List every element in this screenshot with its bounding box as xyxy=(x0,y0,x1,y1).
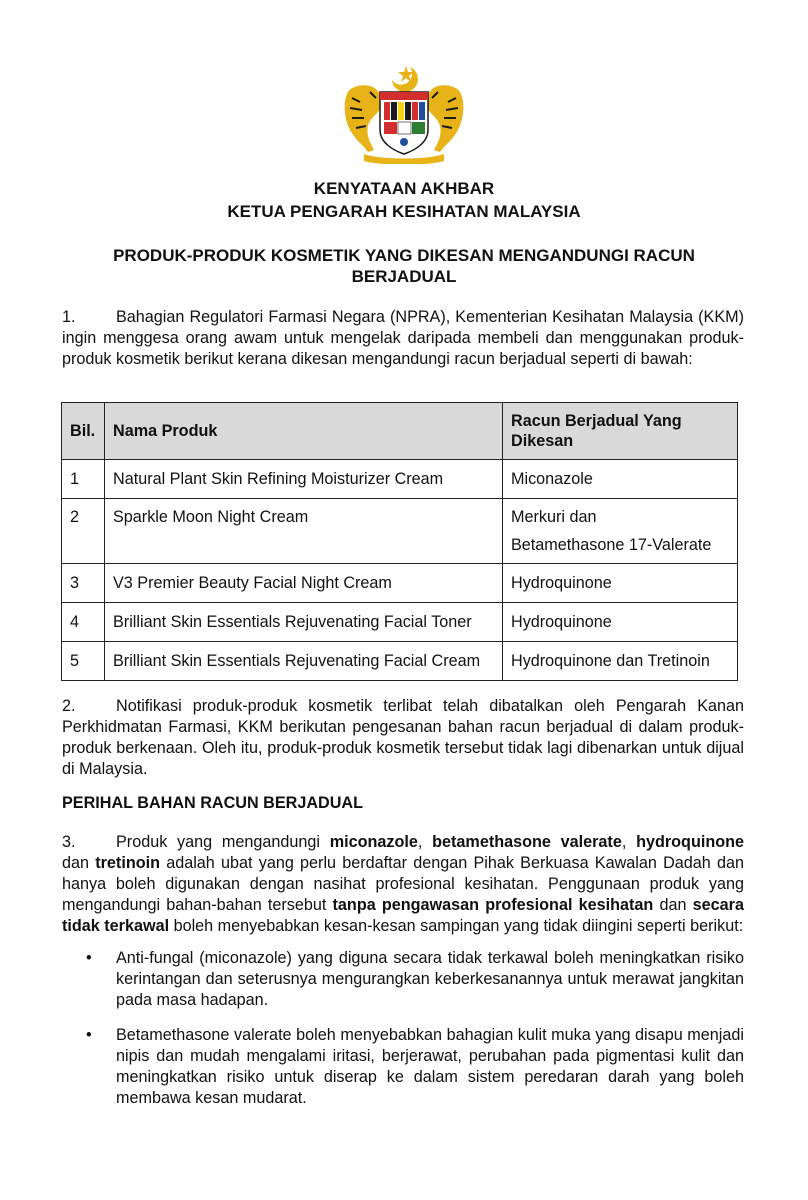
paragraph-text: dan xyxy=(653,896,693,914)
products-table xyxy=(61,402,738,681)
document-title-line1: PRODUK-PRODUK KOSMETIK YANG DIKESAN MENGANDUNGI RACUN xyxy=(113,246,695,265)
cell-product-name: Brilliant Skin Essentials Rejuvenating Facial Cream xyxy=(105,642,503,681)
emphasis-hydroquinone: hydroquinone xyxy=(636,833,744,851)
cell-poison: Hydroquinone xyxy=(503,603,738,642)
table-row xyxy=(62,642,738,681)
paragraph-text: dan xyxy=(62,854,96,872)
cell-bil: 3 xyxy=(62,564,105,603)
section-heading: PERIHAL BAHAN RACUN BERJADUAL xyxy=(62,794,363,812)
paragraph-number: 3. xyxy=(62,833,76,851)
header-product-name: Nama Produk xyxy=(105,403,503,460)
table-row xyxy=(62,564,738,603)
header-poison: Racun Berjadual Yang Dikesan xyxy=(503,403,738,460)
list-item xyxy=(86,1025,744,1109)
paragraph-text: Notifikasi produk-produk kosmetik terlibat telah dibatalkan oleh Pengarah Kanan Perkhidmatan Farmasi, KKM berikutan pengesanan bahan racun berjadual di dalam produk-produk berkenaan. Oleh itu, produk-produk kosmetik tersebut tidak lagi dibenarkan untuk dijual di Malaysia. xyxy=(62,697,744,778)
emphasis-miconazole: miconazole xyxy=(329,833,418,851)
cell-poison: Hydroquinone dan Tretinoin xyxy=(503,642,738,681)
emphasis-tretinoin: tretinoin xyxy=(95,854,160,872)
cell-product-name: V3 Premier Beauty Facial Night Cream xyxy=(105,564,503,603)
cell-poison: Hydroquinone xyxy=(503,564,738,603)
document-title-line2: BERJADUAL xyxy=(351,267,457,286)
paragraph-number: 1. xyxy=(62,308,76,326)
cell-bil: 1 xyxy=(62,460,105,499)
cell-product-name: Sparkle Moon Night Cream xyxy=(105,499,503,564)
cell-poison xyxy=(503,499,738,564)
paragraph-text: adalah ubat yang perlu berdaftar dengan Pihak Berkuasa Kawalan Dadah dan hanya boleh digunakan dengan nasihat profesional kesihatan. Penggunaan produk yang mengandungi bahan-bahan tersebut xyxy=(62,854,745,914)
emphasis-betamethasone: betamethasone valerate xyxy=(432,833,622,851)
cell-bil: 5 xyxy=(62,642,105,681)
cell-poison-line1: Merkuri dan xyxy=(511,508,597,526)
list-item xyxy=(86,948,744,1011)
press-release-label: KENYATAAN AKHBAR xyxy=(313,179,495,198)
header-bil: Bil. xyxy=(62,403,105,460)
cell-bil: 4 xyxy=(62,603,105,642)
coat-of-arms-icon xyxy=(340,62,468,164)
paragraph-number: 2. xyxy=(62,697,76,715)
list-item-text: Betamethasone valerate boleh menyebabkan bahagian kulit muka yang disapu menjadi nipis dan mudah mengalami iritasi, berjerawat, perubahan pada pigmentasi kulit dan meningkatkan risiko untuk diserap ke dalam sistem peredaran darah yang boleh membawa kesan mudarat. xyxy=(116,1026,744,1107)
cell-product-name: Natural Plant Skin Refining Moisturizer Cream xyxy=(105,460,503,499)
paragraph-text: boleh menyebabkan kesan-kesan sampingan yang tidak diingini seperti berikut: xyxy=(169,917,744,935)
paragraph-text: , xyxy=(621,833,637,851)
paragraph-text: , xyxy=(417,833,433,851)
table-row xyxy=(62,603,738,642)
emphasis-no-supervision: tanpa pengawasan profesional kesihatan xyxy=(332,896,654,914)
issuer-title: KETUA PENGARAH KESIHATAN MALAYSIA xyxy=(227,202,581,221)
table-header-row xyxy=(62,403,738,460)
bullet-icon: • xyxy=(86,1026,92,1044)
cell-bil: 2 xyxy=(62,499,105,564)
emphasis-uncontrolled: secara tidak terkawal xyxy=(62,896,744,935)
table-row xyxy=(62,499,738,564)
paragraph-1 xyxy=(62,307,744,370)
table-row xyxy=(62,460,738,499)
cell-poison: Miconazole xyxy=(503,460,738,499)
cell-poison-line2: Betamethasone 17-Valerate xyxy=(511,536,712,554)
bullet-icon: • xyxy=(86,949,92,967)
paragraph-2 xyxy=(62,696,744,780)
list-item-text: Anti-fungal (miconazole) yang diguna secara tidak terkawal boleh meningkatkan risiko kerintangan dan seterusnya mengurangkan keberkesanannya untuk merawat jangkitan pada masa hadapan. xyxy=(116,949,744,1009)
paragraph-text: Bahagian Regulatori Farmasi Negara (NPRA), Kementerian Kesihatan Malaysia (KKM) ingin menggesa orang awam untuk mengelak daripada membeli dan menggunakan produk-produk kosmetik berikut kerana dikesan mengandungi racun berjadual seperti di bawah: xyxy=(62,308,744,368)
paragraph-3 xyxy=(62,832,744,937)
cell-product-name: Brilliant Skin Essentials Rejuvenating Facial Toner xyxy=(105,603,503,642)
paragraph-text: Produk yang mengandungi xyxy=(116,833,330,851)
